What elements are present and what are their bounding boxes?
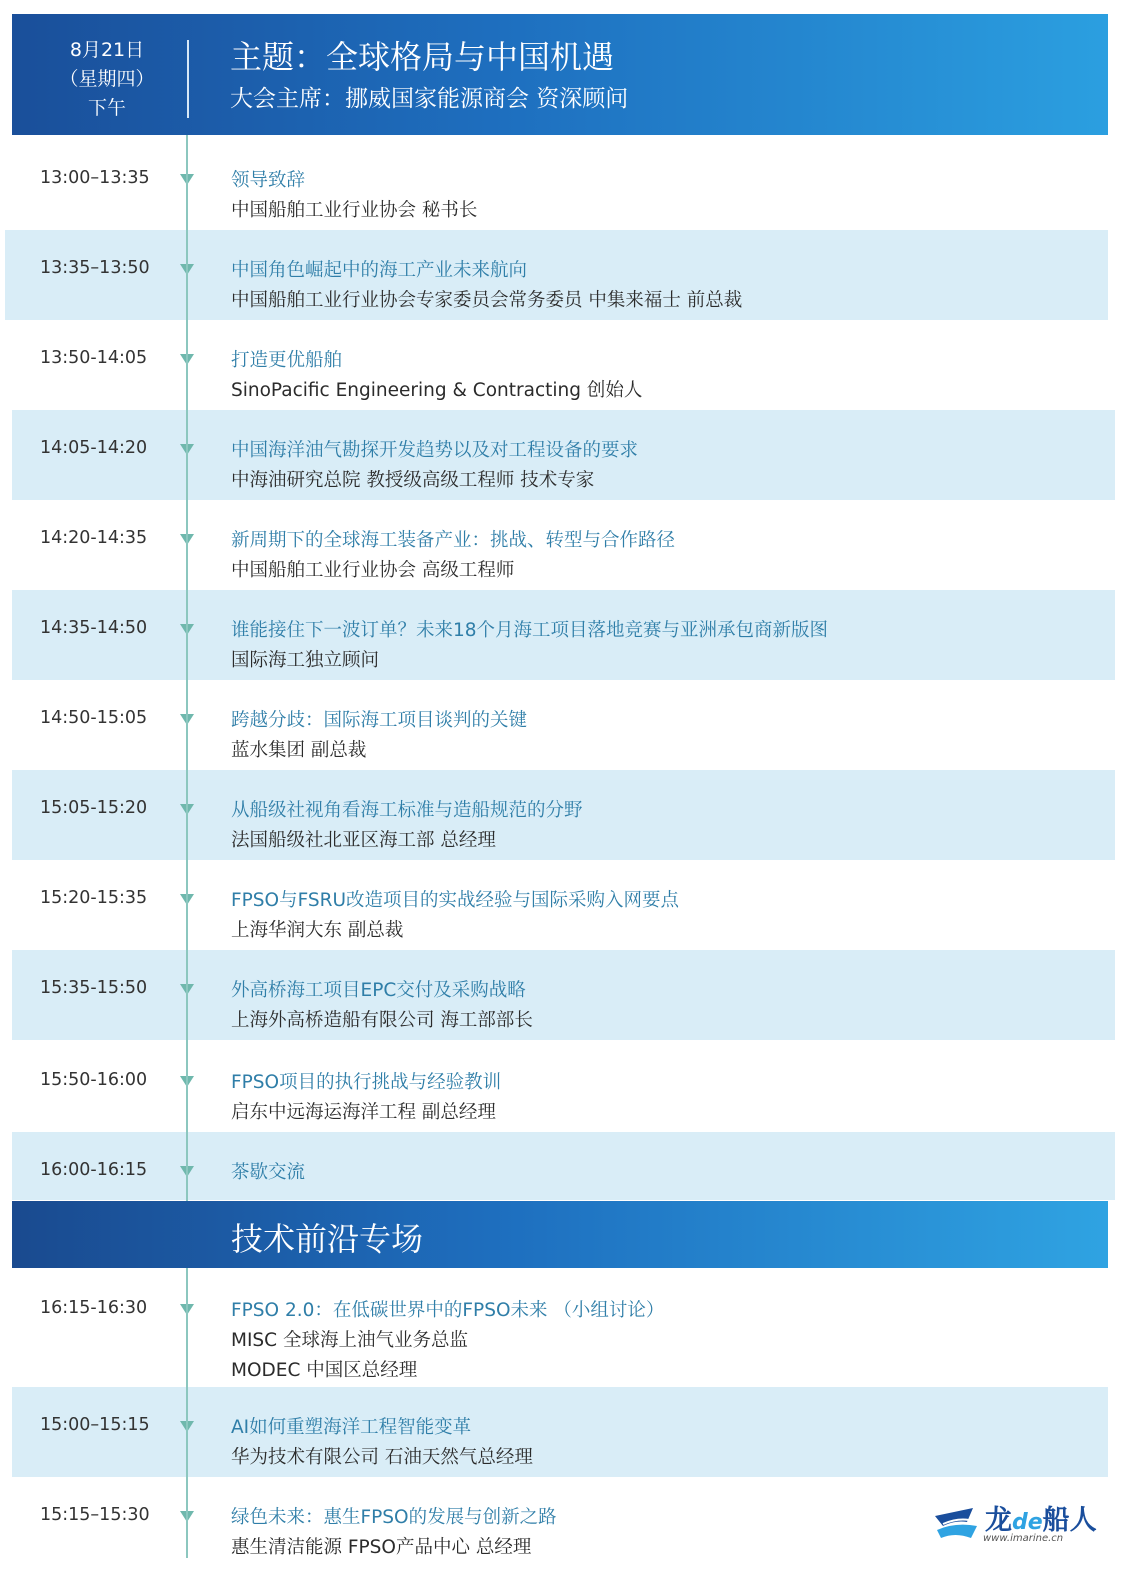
agenda-row <box>0 320 1123 410</box>
session-time: 15:50-16:00 <box>40 1070 148 1090</box>
agenda-row <box>12 590 1115 680</box>
session-speaker: 国际海工独立顾问 <box>231 650 380 671</box>
session-speaker: 中国船舶工业行业协会 高级工程师 <box>231 560 515 581</box>
session-topic: FPSO项目的执行挑战与经验教训 <box>231 1072 502 1093</box>
session-time: 15:35-15:50 <box>40 978 148 998</box>
brand-url: www.imarine.cn <box>983 1533 1064 1544</box>
session-topic: 领导致辞 <box>231 170 306 191</box>
session-time: 16:15-16:30 <box>40 1298 148 1318</box>
session-speaker: 上海外高桥造船有限公司 海工部部长 <box>231 1010 533 1031</box>
session-time: 15:00–15:15 <box>40 1415 150 1435</box>
agenda-header <box>12 14 1108 135</box>
session-speaker: 华为技术有限公司 石油天然气总经理 <box>231 1447 533 1468</box>
session-topic: FPSO与FSRU改造项目的实战经验与国际采购入网要点 <box>231 890 680 911</box>
agenda-theme-title: 主题：全球格局与中国机遇 <box>230 38 615 76</box>
session-time: 15:05-15:20 <box>40 798 148 818</box>
session-time: 15:20-15:35 <box>40 888 148 908</box>
agenda-row <box>5 230 1108 320</box>
agenda-row <box>0 1042 1123 1132</box>
session-topic: 茶歇交流 <box>231 1162 306 1183</box>
session-speaker: 中海油研究总院 教授级高级工程师 技术专家 <box>231 470 595 491</box>
session-speaker: MISC 全球海上油气业务总监 <box>231 1330 468 1351</box>
session-speaker: 中国船舶工业行业协会 秘书长 <box>231 200 478 221</box>
agenda-row <box>12 1132 1115 1200</box>
section-banner <box>12 1201 1108 1268</box>
agenda-row <box>0 1270 1123 1387</box>
session-topic: AI如何重塑海洋工程智能变革 <box>231 1417 472 1438</box>
session-speaker: 蓝水集团 副总裁 <box>231 740 367 761</box>
session-topic: 谁能接住下一波订单？未来18个月海工项目落地竞赛与亚洲承包商新版图 <box>231 620 829 641</box>
session-topic: 外高桥海工项目EPC交付及采购战略 <box>231 980 526 1001</box>
session-topic: FPSO 2.0：在低碳世界中的FPSO未来 （小组讨论） <box>231 1300 665 1321</box>
session-time: 14:20-14:35 <box>40 528 148 548</box>
session-time: 15:15–15:30 <box>40 1505 150 1525</box>
timeline-line <box>186 1268 188 1558</box>
agenda-chair: 大会主席：挪威国家能源商会 资深顾问 <box>230 86 629 112</box>
agenda-row <box>0 140 1123 230</box>
timeline-line <box>186 135 188 1201</box>
session-time: 16:00-16:15 <box>40 1160 148 1180</box>
session-speaker: 上海华润大东 副总裁 <box>231 920 404 941</box>
session-topic: 中国海洋油气勘探开发趋势以及对工程设备的要求 <box>231 440 639 461</box>
session-time: 14:05-14:20 <box>40 438 148 458</box>
agenda-row <box>12 770 1115 860</box>
session-speaker: 中国船舶工业行业协会专家委员会常务委员 中集来福士 前总裁 <box>231 290 743 311</box>
agenda-row <box>12 950 1115 1040</box>
period-line: 下午 <box>87 97 126 119</box>
date-line: 8月21日 <box>69 39 145 61</box>
session-topic: 新周期下的全球海工装备产业：挑战、转型与合作路径 <box>231 530 676 551</box>
brand-name: 龙de船人 <box>985 1505 1097 1536</box>
weekday-line: （星期四） <box>59 68 155 90</box>
session-speaker: 法国船级社北亚区海工部 总经理 <box>231 830 496 851</box>
session-time: 13:00–13:35 <box>40 168 150 188</box>
session-time: 13:50-14:05 <box>40 348 148 368</box>
session-time: 14:50-15:05 <box>40 708 148 728</box>
ship-logo-icon <box>933 1502 979 1544</box>
session-date <box>52 36 162 123</box>
session-speaker: 惠生清洁能源 FPSO产品中心 总经理 <box>231 1537 532 1558</box>
header-divider <box>187 40 189 118</box>
session-speaker: MODEC 中国区总经理 <box>231 1360 418 1381</box>
session-speaker: SinoPacific Engineering & Contracting 创始人 <box>231 380 643 401</box>
session-topic: 绿色未来：惠生FPSO的发展与创新之路 <box>231 1507 557 1528</box>
agenda-row <box>12 410 1115 500</box>
section-title: 技术前沿专场 <box>231 1220 424 1258</box>
session-topic: 打造更优船舶 <box>231 350 343 371</box>
agenda-row <box>0 860 1123 950</box>
agenda-row <box>12 1387 1108 1477</box>
session-topic: 从船级社视角看海工标准与造船规范的分野 <box>231 800 583 821</box>
session-time: 14:35-14:50 <box>40 618 148 638</box>
session-topic: 中国角色崛起中的海工产业未来航向 <box>231 260 528 281</box>
agenda-row <box>0 680 1123 770</box>
session-time: 13:35–13:50 <box>40 258 150 278</box>
agenda-row <box>0 500 1123 590</box>
session-speaker: 启东中远海运海洋工程 副总经理 <box>231 1102 496 1123</box>
brand-logo <box>933 1500 1099 1550</box>
session-topic: 跨越分歧：国际海工项目谈判的关键 <box>231 710 528 731</box>
